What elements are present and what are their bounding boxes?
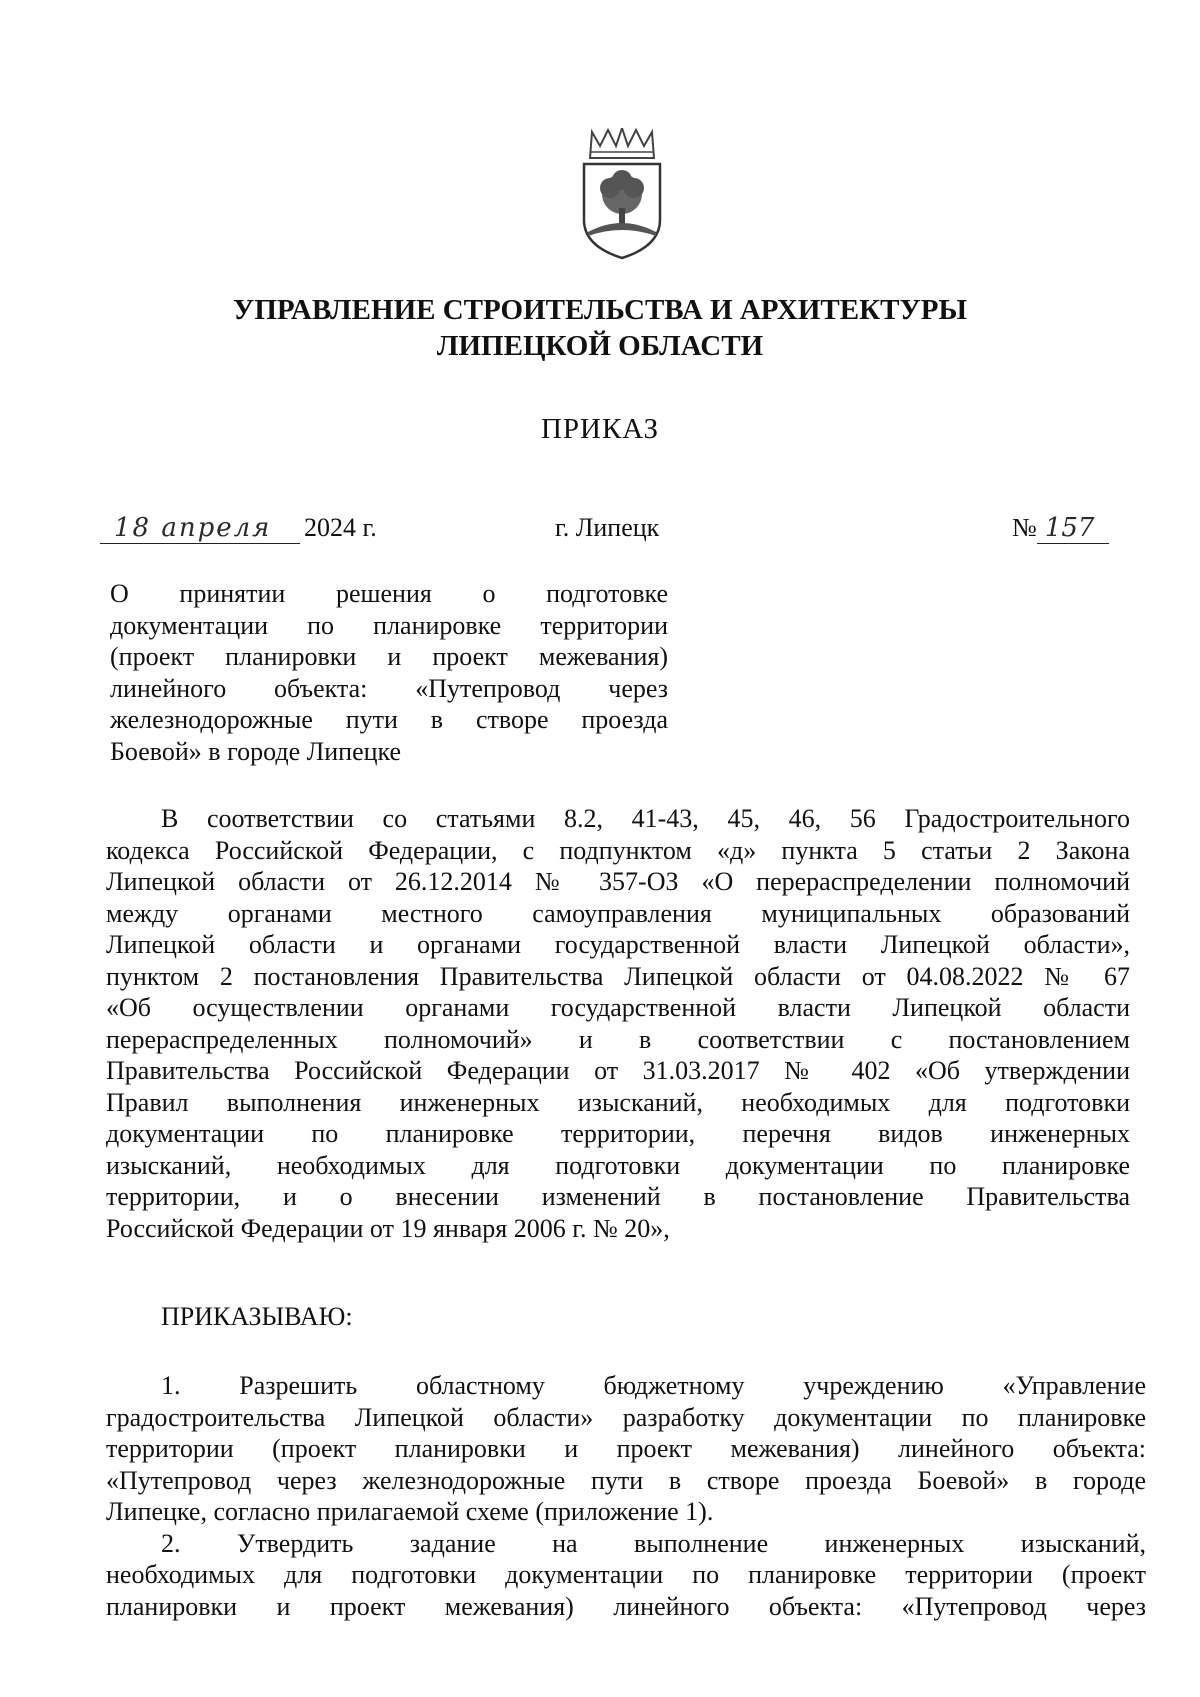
order-items	[106, 1370, 1146, 1622]
order-item-2	[106, 1528, 1146, 1623]
item-line: Липецке, согласно прилагаемой схеме (приложение 1).	[106, 1497, 714, 1526]
organization-title	[150, 292, 1050, 364]
item-line: планировки и проект межевания) линейного объекта: «Путепровод через	[106, 1591, 1146, 1621]
paragraph-line: перераспределенных полномочий» и в соответствии с постановлением	[106, 1024, 1130, 1054]
item-line: 1. Разрешить областному бюджетному учреждению «Управление	[161, 1371, 1146, 1400]
subject-line: О принятии решения о подготовке	[110, 579, 668, 608]
paragraph-line: Липецкой области и органами государственной власти Липецкой области»,	[106, 930, 1130, 959]
order-item-1	[106, 1370, 1146, 1528]
item-line: «Путепровод через железнодорожные пути в створе проезда Боевой» в городе	[106, 1465, 1146, 1495]
paragraph-line: между органами местного самоуправления муниципальных образований	[106, 898, 1130, 928]
paragraph-line: кодекса Российской Федерации, с подпунктом «д» пункта 5 статьи 2 Закона	[106, 835, 1130, 865]
paragraph-line: «Об осуществлении органами государственной власти Липецкой области	[106, 993, 1130, 1022]
handwritten-date: 18 апреля	[100, 513, 300, 544]
paragraph-line: изысканий, необходимых для подготовки документации по планировке	[106, 1150, 1130, 1180]
item-line: необходимых для подготовки документации по планировке территории (проект	[106, 1560, 1146, 1589]
paragraph-line: Липецкой области от 26.12.2014 № 357-ОЗ «О перераспределении полномочий	[106, 867, 1130, 896]
item-line: 2. Утвердить задание на выполнение инженерных изысканий,	[161, 1528, 1146, 1558]
paragraph-line: Правил выполнения инженерных изысканий, необходимых для подготовки	[106, 1087, 1130, 1117]
item-line: территории (проект планировки и проект межевания) линейного объекта:	[106, 1434, 1146, 1463]
subject-line: Боевой» в городе Липецке	[110, 736, 402, 766]
document-date	[100, 513, 377, 544]
document-type: ПРИКАЗ	[540, 413, 660, 445]
preamble-paragraph	[106, 803, 1130, 1244]
subject-line: линейного объекта: «Путепровод через	[110, 673, 668, 703]
date-year: 2024 г.	[304, 513, 377, 542]
number-sign: №	[1012, 513, 1037, 542]
document-city: г. Липецк	[555, 513, 660, 542]
paragraph-line: В соответствии со статьями 8.2, 41-43, 45, 46, 56 Градостроительного	[161, 804, 1130, 833]
subject-line: документации по планировке территории	[110, 610, 668, 640]
paragraph-line: территории, и о внесении изменений в постановление Правительства	[106, 1182, 1130, 1211]
paragraph-line: Российской Федерации от 19 января 2006 г. № 20»,	[106, 1213, 670, 1243]
organization-title-line2: ЛИПЕЦКОЙ ОБЛАСТИ	[436, 330, 764, 362]
order-word: ПРИКАЗЫВАЮ:	[161, 1302, 353, 1331]
organization-title-line1: УПРАВЛЕНИЕ СТРОИТЕЛЬСТВА И АРХИТЕКТУРЫ	[233, 294, 967, 326]
subject-line: (проект планировки и проект межевания)	[110, 642, 668, 671]
handwritten-number: 157	[1037, 513, 1109, 544]
document-subject	[110, 578, 668, 767]
paragraph-line: документации по планировке территории, перечня видов инженерных	[106, 1119, 1130, 1148]
paragraph-line: пунктом 2 постановления Правительства Липецкой области от 04.08.2022 № 67	[106, 961, 1130, 991]
item-line: градостроительства Липецкой области» разработку документации по планировке	[106, 1402, 1146, 1432]
document-number	[1012, 513, 1109, 544]
lipetsk-coat-of-arms-icon	[578, 128, 666, 260]
paragraph-line: Правительства Российской Федерации от 31.03.2017 № 402 «Об утверждении	[106, 1056, 1130, 1085]
subject-line: железнодорожные пути в створе проезда	[110, 705, 668, 734]
